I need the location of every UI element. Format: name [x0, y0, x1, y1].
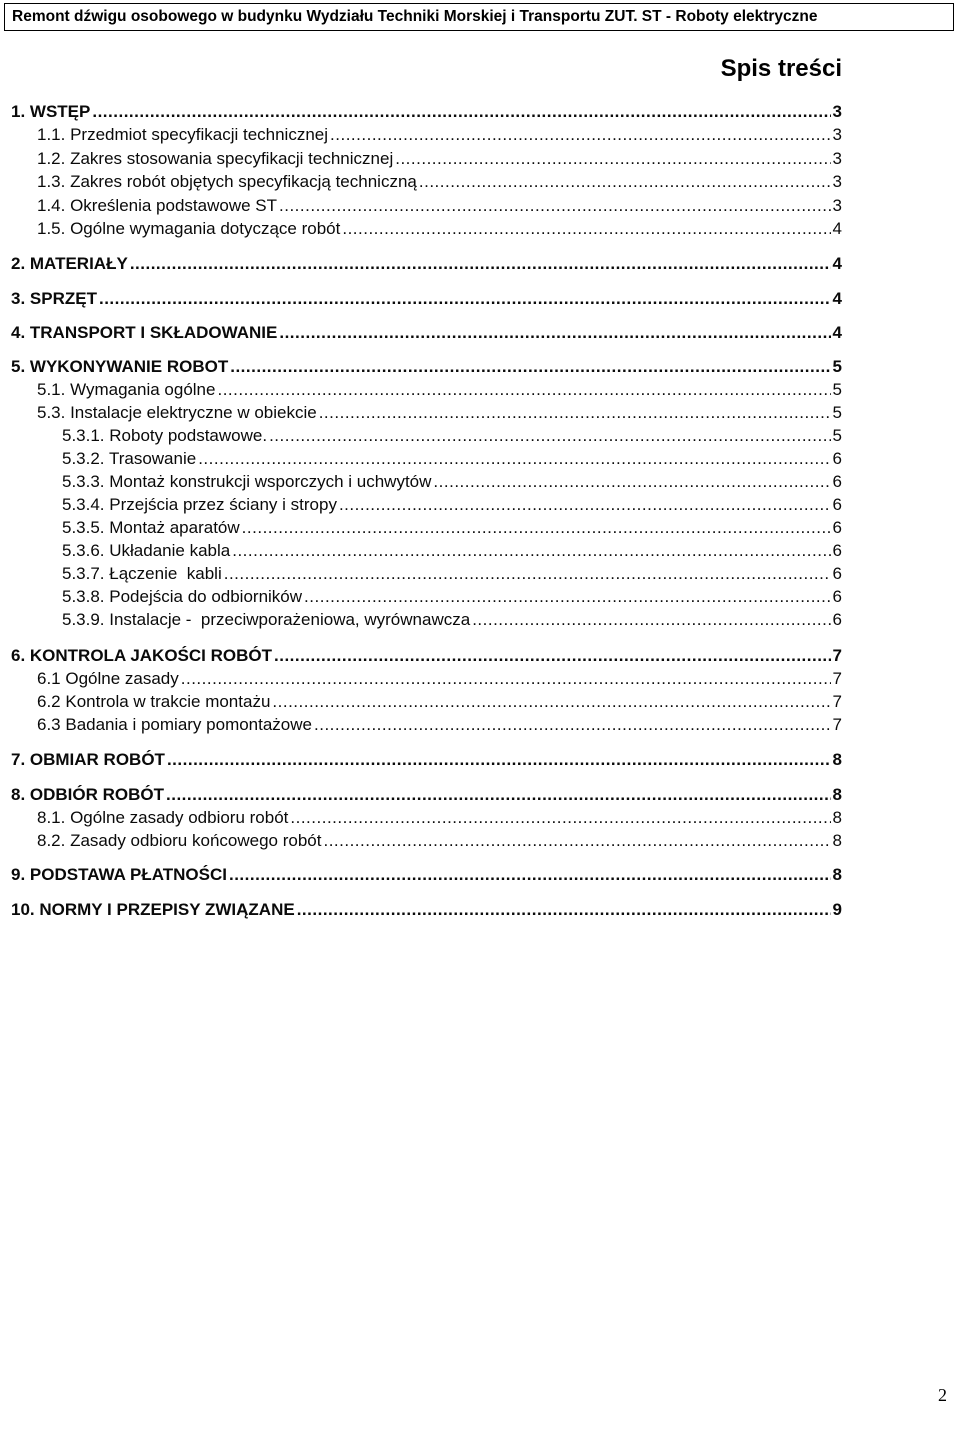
dot-leader	[224, 563, 831, 585]
dot-leader	[229, 864, 831, 886]
toc-entry-page: 6	[832, 472, 842, 491]
toc-entry[interactable]	[37, 218, 842, 240]
dot-leader	[99, 288, 831, 310]
toc-entry-label: 5.3.3. Montaż konstrukcji wsporczych i uchwytów	[62, 472, 432, 491]
dot-leader	[272, 691, 830, 713]
dot-leader	[242, 517, 831, 539]
toc-entry-label: 5.3.5. Montaż aparatów	[62, 518, 240, 537]
dot-leader	[314, 714, 831, 736]
dot-leader	[472, 609, 830, 631]
toc-entry-page: 4	[832, 323, 842, 342]
toc-entry-label: 8.2. Zasady odbioru końcowego robót	[37, 831, 322, 850]
toc-entry-page: 8	[832, 750, 842, 769]
toc-entry-page: 6	[832, 449, 842, 468]
toc-entry-label: 9. PODSTAWA PŁATNOŚCI	[11, 865, 227, 884]
dot-leader	[269, 425, 830, 447]
toc-entry[interactable]	[11, 288, 842, 310]
dot-leader	[419, 171, 831, 193]
toc-entry-label: 5.3.9. Instalacje - przeciwporażeniowa, wyrównawcza	[62, 610, 471, 629]
dot-leader	[304, 586, 830, 608]
toc-entry-page: 6	[832, 564, 842, 583]
toc-entry[interactable]	[62, 563, 842, 585]
toc-entry-label: 1.5. Ogólne wymagania dotyczące robót	[37, 219, 341, 238]
toc-entry-page: 7	[832, 669, 842, 688]
toc-entry-page: 5	[832, 380, 842, 399]
toc-entry[interactable]	[11, 253, 842, 275]
toc-entry-label: 5.3.4. Przejścia przez ściany i stropy	[62, 495, 337, 514]
dot-leader	[279, 322, 830, 344]
toc-entry-page: 6	[832, 495, 842, 514]
dot-leader	[181, 668, 831, 690]
toc-entry-page: 3	[832, 125, 842, 144]
toc-entry[interactable]	[37, 148, 842, 170]
page-number: 2	[938, 1385, 947, 1405]
toc-entry-label: 6.2 Kontrola w trakcie montażu	[37, 692, 271, 711]
toc-entry-page: 6	[832, 518, 842, 537]
dot-leader	[290, 807, 830, 829]
toc-entry[interactable]	[37, 402, 842, 424]
toc-entry-page: 8	[832, 785, 842, 804]
dot-leader	[395, 148, 830, 170]
toc-entry-page: 7	[832, 646, 842, 665]
toc-entry-page: 9	[832, 900, 842, 919]
dot-leader	[166, 784, 831, 806]
toc-entry[interactable]	[11, 356, 842, 378]
toc-entry[interactable]	[37, 807, 842, 829]
toc-entry[interactable]	[37, 379, 842, 401]
toc-entry-page: 8	[832, 865, 842, 884]
dot-leader	[230, 356, 830, 378]
toc-entry[interactable]	[62, 471, 842, 493]
toc-entry-page: 7	[832, 715, 842, 734]
toc-entry-label: 4. TRANSPORT I SKŁADOWANIE	[11, 323, 278, 342]
toc-entry[interactable]	[37, 830, 842, 852]
toc-entry-label: 1.1. Przedmiot specyfikacji technicznej	[37, 125, 329, 144]
toc-entry-label: 5.3.7. Łączenie kabli	[62, 564, 222, 583]
toc-entry-page: 4	[832, 254, 842, 273]
dot-leader	[198, 448, 830, 470]
dot-leader	[279, 195, 831, 217]
toc-entry-page: 5	[832, 426, 842, 445]
dot-leader	[297, 899, 831, 921]
dot-leader	[274, 645, 831, 667]
toc-entry-label: 1.4. Określenia podstawowe ST	[37, 196, 278, 215]
toc-entry[interactable]	[11, 864, 842, 886]
dot-leader	[319, 402, 831, 424]
toc-entry[interactable]	[62, 609, 842, 631]
toc-entry-label: 1.3. Zakres robót objętych specyfikacją techniczną	[37, 172, 417, 191]
toc-entry-page: 6	[832, 541, 842, 560]
toc-entry-label: 7. OBMIAR ROBÓT	[11, 750, 165, 769]
toc-entry-page: 8	[832, 808, 842, 827]
toc-entry-label: 5.3.8. Podejścia do odbiorników	[62, 587, 303, 606]
toc-entry[interactable]	[62, 586, 842, 608]
toc-entry-page: 3	[832, 149, 842, 168]
toc-entry-label: 8. ODBIÓR ROBÓT	[11, 785, 165, 804]
toc-entry-label: 1. WSTĘP	[11, 102, 91, 121]
toc-entry[interactable]	[62, 425, 842, 447]
toc-entry-label: 8.1. Ogólne zasady odbioru robót	[37, 808, 289, 827]
toc-entry[interactable]	[37, 124, 842, 146]
toc-title: Spis treści	[720, 55, 842, 82]
toc-entry[interactable]	[37, 195, 842, 217]
toc-entry-page: 5	[832, 403, 842, 422]
toc-entry[interactable]	[62, 448, 842, 470]
toc-entry-label: 1.2. Zakres stosowania specyfikacji technicznej	[37, 149, 394, 168]
dot-leader	[433, 471, 830, 493]
toc-entry[interactable]	[11, 322, 842, 344]
toc-entry[interactable]	[11, 749, 842, 771]
toc-entry-page: 3	[832, 172, 842, 191]
dot-leader	[339, 494, 831, 516]
dot-leader	[167, 749, 831, 771]
toc-entry-label: 5. WYKONYWANIE ROBOT	[11, 357, 229, 376]
toc-entry[interactable]	[37, 714, 842, 736]
toc-entry[interactable]	[62, 540, 842, 562]
dot-leader	[323, 830, 830, 852]
toc-entry-label: 5.3. Instalacje elektryczne w obiekcie	[37, 403, 317, 422]
toc-entry-label: 3. SPRZĘT	[11, 289, 97, 308]
dot-leader	[330, 124, 831, 146]
running-header: Remont dźwigu osobowego w budynku Wydziału Techniki Morskiej i Transportu ZUT. ST - Roboty elektryczne	[4, 3, 954, 31]
toc-entry-label: 5.1. Wymagania ogólne	[37, 380, 216, 399]
toc-entry-page: 4	[832, 219, 842, 238]
toc-entry-label: 10. NORMY I PRZEPISY ZWIĄZANE	[11, 900, 295, 919]
dot-leader	[130, 253, 831, 275]
toc-entry[interactable]	[11, 784, 842, 806]
toc-entry-page: 6	[832, 587, 842, 606]
dot-leader	[92, 101, 830, 123]
toc-entry-label: 6.3 Badania i pomiary pomontażowe	[37, 715, 312, 734]
toc-entry[interactable]	[11, 101, 842, 123]
toc-entry-label: 5.3.6. Układanie kabla	[62, 541, 231, 560]
dot-leader	[342, 218, 830, 240]
toc-entry-page: 8	[832, 831, 842, 850]
toc-entry-page: 3	[832, 196, 842, 215]
toc-entry-page: 5	[832, 357, 842, 376]
toc-entry-page: 3	[832, 102, 842, 121]
toc-entry-page: 4	[832, 289, 842, 308]
toc-entry[interactable]	[37, 668, 842, 690]
toc-entry-label: 2. MATERIAŁY	[11, 254, 128, 273]
toc-entry[interactable]	[37, 171, 842, 193]
toc-entry-label: 5.3.2. Trasowanie	[62, 449, 197, 468]
toc-entry[interactable]	[11, 899, 842, 921]
toc-entry[interactable]	[62, 494, 842, 516]
toc-entry-label: 6. KONTROLA JAKOŚCI ROBÓT	[11, 646, 272, 665]
toc-entry[interactable]	[37, 691, 842, 713]
toc-entry[interactable]	[11, 645, 842, 667]
dot-leader	[217, 379, 830, 401]
dot-leader	[232, 540, 830, 562]
toc-entry-label: 5.3.1. Roboty podstawowe.	[62, 426, 268, 445]
toc-entry-page: 7	[832, 692, 842, 711]
toc-entry-label: 6.1 Ogólne zasady	[37, 669, 179, 688]
toc-entry[interactable]	[62, 517, 842, 539]
toc-entry-page: 6	[832, 610, 842, 629]
